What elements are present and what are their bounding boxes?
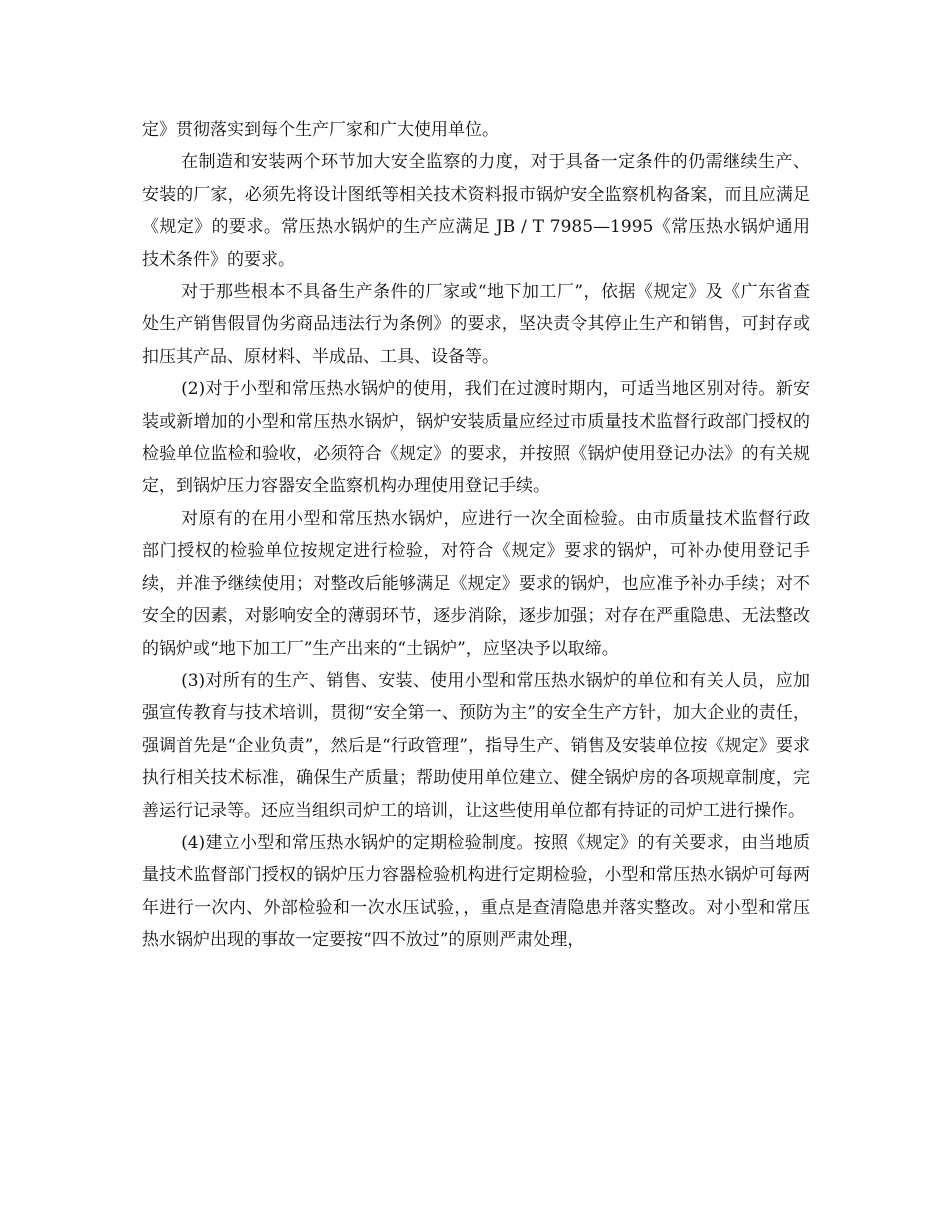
paragraph-item-2: (2)对于小型和常压热水锅炉的使用，我们在过渡时期内，可适当地区别对待。新安装或新增加的小型和常压热水锅炉，锅炉安装质量应经过市质量技术监督行政部门授权的检验单位监检和验收，必须符合《规定》的要求，并按照《锅炉使用登记办法》的有关规定，到锅炉压力容器安全监察机构办理使用登记手续。	[142, 379, 810, 497]
paragraph-existing-boilers: 对原有的在用小型和常压热水锅炉，应进行一次全面检验。由市质量技术监督行政部门授权的检验单位按规定进行检验，对符合《规定》要求的锅炉，可补办使用登记手续，并准予继续使用；对整改后能够满足《规定》要求的锅炉，也应准予补办手续；对不安全的因素，对影响安全的薄弱环节，逐步消除，逐步加强；对存在严重隐患、无法整改的锅炉或“地下加工厂”生产出来的“土锅炉”，应坚决予以取缔。	[142, 508, 810, 659]
paragraph-supervision: 在制造和安装两个环节加大安全监察的力度，对于具备一定条件的仍需继续生产、安装的厂家，必须先将设计图纸等相关技术资料报市锅炉安全监察机构备案，而且应满足《规定》的要求。常压热水锅炉的生产应满足 JB / T 7985—1995《常压热水锅炉通用技术条件》的要求。	[142, 152, 810, 270]
paragraph-continuation: 定》贯彻落实到每个生产厂家和广大使用单位。	[142, 120, 499, 140]
paragraph-item-3: (3)对所有的生产、销售、安装、使用小型和常压热水锅炉的单位和有关人员，应加强宣传教育与技术培训，贯彻“安全第一、预防为主”的安全生产方针，加大企业的责任，强调首先是“企业负责”，然后是“行政管理”，指导生产、销售及安装单位按《规定》要求执行相关技术标准，确保生产质量；帮助使用单位建立、健全锅炉房的各项规章制度，完善运行记录等。还应当组织司炉工的培训，让这些使用单位都有持证的司炉工进行操作。	[142, 670, 810, 821]
document-body	[142, 114, 810, 957]
paragraph-underground-factories: 对于那些根本不具备生产条件的厂家或“地下加工厂”，依据《规定》及《广东省查处生产销售假冒伪劣商品违法行为条例》的要求，坚决责令其停止生产和销售，可封存或扣压其产品、原材料、半成品、工具、设备等。	[142, 282, 810, 367]
paragraph-item-4: (4)建立小型和常压热水锅炉的定期检验制度。按照《规定》的有关要求，由当地质量技术监督部门授权的锅炉压力容器检验机构进行定期检验，小型和常压热水锅炉可每两年进行一次内、外部检验和一次水压试验，，重点是查清隐患并落实整改。对小型和常压热水锅炉出现的事故一定要按“四不放过”的原则严肃处理，	[142, 832, 810, 951]
